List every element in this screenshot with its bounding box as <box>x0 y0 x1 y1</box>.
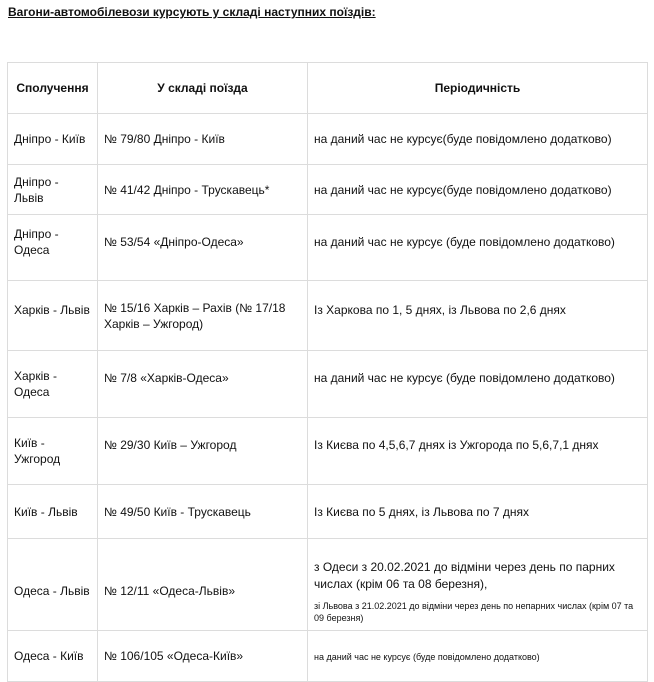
page-heading: Вагони-автомобілевози курсують у складі наступних поїздів: <box>8 5 376 19</box>
schedule-cell: на даний час не курсує(буде повідомлено додатково) <box>308 165 648 215</box>
route-cell: Харків - Одеса <box>8 351 98 418</box>
train-text: № 53/54 «Дніпро-Одеса» <box>104 234 244 249</box>
schedule-cell: Із Києва по 5 днях, із Львова по 7 днях <box>308 485 648 539</box>
schedule-text: на даний час не курсує (буде повідомлено додатково) <box>314 234 615 249</box>
schedule-text: з Одеси з 20.02.2021 до відміни через день по парних числах (крім 06 та 08 березня), <box>314 560 615 591</box>
table-row <box>8 485 648 539</box>
schedule-text: на даний час не курсує (буде повідомлено додатково) <box>314 371 615 385</box>
table-header-row <box>8 63 648 114</box>
route-cell: Дніпро - Львів <box>8 165 98 215</box>
schedule-cell <box>308 539 648 631</box>
car-carrier-schedule-table <box>7 62 648 682</box>
schedule-cell <box>308 281 648 351</box>
route-cell <box>8 539 98 631</box>
table-row <box>8 631 648 682</box>
train-cell: № 79/80 Дніпро - Київ <box>98 114 308 165</box>
column-header-schedule: Періодичність <box>308 63 648 114</box>
table-row <box>8 351 648 418</box>
train-cell <box>98 539 308 631</box>
train-text: № 7/8 «Харків-Одеса» <box>104 371 229 385</box>
schedule-cell <box>308 351 648 418</box>
schedule-text: Із Києва по 4,5,6,7 днях із Ужгорода по 5,6,7,1 днях <box>314 438 599 452</box>
table-row <box>8 539 648 631</box>
route-cell: Київ - Львів <box>8 485 98 539</box>
column-header-train: У складі поїзда <box>98 63 308 114</box>
route-text: Дніпро - Одеса <box>14 226 59 257</box>
train-cell <box>98 351 308 418</box>
route-cell <box>8 215 98 281</box>
route-text: Одеса - Львів <box>14 584 90 598</box>
column-header-route: Сполучення <box>8 63 98 114</box>
route-cell: Одеса - Київ <box>8 631 98 682</box>
route-cell: Дніпро - Київ <box>8 114 98 165</box>
schedule-cell <box>308 631 648 682</box>
table-row <box>8 281 648 351</box>
route-cell: Київ - Ужгород <box>8 418 98 485</box>
table-row <box>8 418 648 485</box>
route-cell <box>8 281 98 351</box>
train-cell: № 41/42 Дніпро - Трускавець* <box>98 165 308 215</box>
schedule-cell: на даний час не курсує(буде повідомлено додатково) <box>308 114 648 165</box>
table-row <box>8 114 648 165</box>
schedule-cell <box>308 215 648 281</box>
schedule-text: Із Харкова по 1, 5 днях, із Львова по 2,6 днях <box>314 302 566 317</box>
train-cell: № 15/16 Харків – Рахів (№ 17/18 Харків – Ужгород) <box>98 281 308 351</box>
train-text: № 12/11 «Одеса-Львів» <box>104 584 235 598</box>
table-row <box>8 165 648 215</box>
schedule-text: на даний час не курсує (буде повідомлено додатково) <box>314 652 540 662</box>
schedule-note: зі Львова з 21.02.2021 до відміни через день по непарних числах (крім 07 та 09 березня) <box>314 601 634 623</box>
schedule-cell <box>308 418 648 485</box>
train-text: № 29/30 Київ – Ужгород <box>104 438 237 452</box>
train-cell: № 106/105 «Одеса-Київ» <box>98 631 308 682</box>
train-cell: № 49/50 Київ - Трускавець <box>98 485 308 539</box>
train-cell <box>98 418 308 485</box>
train-cell <box>98 215 308 281</box>
route-text: Харків - Львів <box>14 302 90 317</box>
table-row <box>8 215 648 281</box>
